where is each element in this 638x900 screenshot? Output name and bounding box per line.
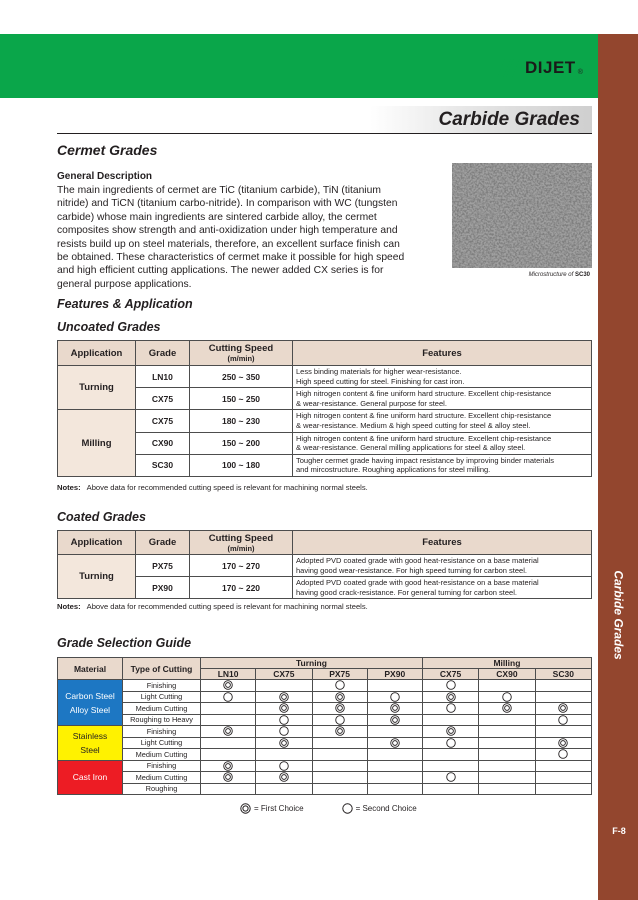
second-choice-mark	[422, 737, 478, 749]
legend	[240, 803, 455, 814]
col-speed: Cutting Speed (m/min)	[190, 341, 293, 366]
empty-mark	[367, 749, 422, 761]
table-row	[58, 772, 592, 784]
col-grade: PX90	[367, 669, 422, 680]
second-choice-mark	[422, 680, 478, 692]
speed-cell: 180 ~ 230	[190, 410, 293, 432]
cutting-type-cell: Medium Cutting	[123, 772, 201, 784]
uncoated-heading: Uncoated Grades	[57, 320, 161, 334]
empty-mark	[535, 691, 591, 703]
table-row	[58, 366, 592, 388]
empty-mark	[479, 760, 535, 772]
first-choice-mark	[367, 714, 422, 726]
table-row	[58, 432, 592, 454]
page-title-box	[370, 106, 592, 134]
speed-cell: 250 ~ 350	[190, 366, 293, 388]
table-row	[58, 691, 592, 703]
empty-mark	[479, 783, 535, 795]
logo-text: DIJET	[525, 58, 576, 77]
second-choice-icon	[342, 803, 353, 814]
features-cell: Adopted PVD coated grade with good heat-resistance on a base material having good crack-resistance. For general turning for carbon steel.	[293, 577, 592, 599]
application-cell: Turning	[58, 366, 136, 410]
first-choice-mark	[422, 726, 478, 738]
application-cell: Milling	[58, 410, 136, 477]
second-choice-mark	[367, 691, 422, 703]
microstructure-image	[452, 163, 592, 268]
legend-first: = First Choice	[254, 804, 304, 813]
coated-heading: Coated Grades	[57, 510, 146, 524]
general-description-heading: General Description	[57, 171, 153, 182]
table-row	[58, 454, 592, 476]
features-cell: High nitrogen content & fine uniform hard structure. Excellent chip-resistance & wear-resistance. General milling applications for steel & alloy steel.	[293, 432, 592, 454]
empty-mark	[312, 749, 367, 761]
empty-mark	[479, 772, 535, 784]
cutting-type-cell: Medium Cutting	[123, 703, 201, 715]
grade-cell: CX75	[136, 388, 190, 410]
cutting-type-cell: Roughing to Heavy	[123, 714, 201, 726]
empty-mark	[312, 760, 367, 772]
empty-mark	[201, 783, 256, 795]
features-cell: High nitrogen content & fine uniform hard structure. Excellent chip-resistance & wear-resistance. General purpose for steel.	[293, 388, 592, 410]
application-cell: Turning	[58, 555, 136, 599]
side-label: Carbide Grades	[612, 570, 626, 660]
empty-mark	[256, 749, 312, 761]
table-row	[58, 714, 592, 726]
empty-mark	[479, 680, 535, 692]
cutting-type-cell: Light Cutting	[123, 737, 201, 749]
first-choice-mark	[201, 772, 256, 784]
first-choice-mark	[201, 760, 256, 772]
table-row	[58, 783, 592, 795]
empty-mark	[201, 703, 256, 715]
empty-mark	[479, 726, 535, 738]
speed-cell: 170 ~ 270	[190, 555, 293, 577]
title-rule	[57, 133, 592, 134]
empty-mark	[535, 680, 591, 692]
second-choice-mark	[312, 714, 367, 726]
coated-table	[57, 530, 592, 599]
features-cell: Less binding materials for higher wear-resistance. High speed cutting for steel. Finishing for cast iron.	[293, 366, 592, 388]
empty-mark	[479, 749, 535, 761]
coated-notes: Notes: Above data for recommended cutting speed is relevant for machining normal steels.	[57, 602, 368, 611]
uncoated-notes: Notes: Above data for recommended cutting speed is relevant for machining normal steels.	[57, 483, 368, 492]
first-choice-mark	[312, 691, 367, 703]
empty-mark	[367, 726, 422, 738]
empty-mark	[256, 783, 312, 795]
table-row	[58, 760, 592, 772]
speed-cell: 170 ~ 220	[190, 577, 293, 599]
empty-mark	[422, 783, 478, 795]
second-choice-mark	[422, 772, 478, 784]
col-application: Application	[58, 531, 136, 555]
grade-cell: LN10	[136, 366, 190, 388]
first-choice-mark	[312, 726, 367, 738]
table-row	[58, 680, 592, 692]
table-row	[58, 577, 592, 599]
second-choice-mark	[422, 703, 478, 715]
grade-cell: PX90	[136, 577, 190, 599]
table-row	[58, 388, 592, 410]
empty-mark	[256, 680, 312, 692]
second-choice-mark	[256, 726, 312, 738]
logo-mark-icon	[497, 58, 523, 78]
logo-reg: ®	[577, 68, 583, 76]
empty-mark	[479, 737, 535, 749]
features-cell: Tougher cermet grade having impact resistance by improving binder materials and mircostructure. Roughing applications for steel milling.	[293, 454, 592, 476]
col-grade: CX75	[422, 669, 478, 680]
empty-mark	[367, 783, 422, 795]
second-choice-mark	[535, 714, 591, 726]
cutting-type-cell: Roughing	[123, 783, 201, 795]
cermet-description: The main ingredients of cermet are TiC (titanium carbide), TiN (titanium nitride) and TiCN (titanium carbo-nitride). In comparison with WC (tungsten carbide) whose main ingredients are sintered carbide alloy, the cermet composites show strength and anti-oxidization under high temperature and resists build up on steel materials, therefore, an excellent surface finish can be obtained. These characteristics of cermet make it possible for high speed and high efficient cutting applications. The newer added CX series is for general purpose applications.	[57, 185, 405, 290]
cutting-type-cell: Finishing	[123, 680, 201, 692]
features-heading: Features & Application	[57, 297, 193, 311]
first-choice-mark	[312, 703, 367, 715]
speed-cell: 100 ~ 180	[190, 454, 293, 476]
empty-mark	[312, 772, 367, 784]
col-features: Features	[293, 531, 592, 555]
empty-mark	[367, 680, 422, 692]
grade-cell: SC30	[136, 454, 190, 476]
first-choice-mark	[201, 680, 256, 692]
first-choice-mark	[535, 737, 591, 749]
first-choice-mark	[422, 691, 478, 703]
selection-heading: Grade Selection Guide	[57, 636, 192, 650]
selection-table	[57, 657, 592, 795]
table-row	[58, 737, 592, 749]
first-choice-mark	[256, 737, 312, 749]
material-cell: Cast Iron	[58, 760, 123, 795]
col-grade: PX75	[312, 669, 367, 680]
empty-mark	[312, 783, 367, 795]
second-choice-mark	[201, 691, 256, 703]
second-choice-mark	[535, 749, 591, 761]
first-choice-mark	[479, 703, 535, 715]
uncoated-table	[57, 340, 592, 477]
first-choice-mark	[256, 772, 312, 784]
col-grade: LN10	[201, 669, 256, 680]
cutting-type-cell: Light Cutting	[123, 691, 201, 703]
first-choice-mark	[256, 691, 312, 703]
first-choice-mark	[367, 703, 422, 715]
empty-mark	[201, 749, 256, 761]
table-row	[58, 555, 592, 577]
microstructure-caption: Microstructure of SC30	[528, 272, 590, 278]
cutting-type-cell: Finishing	[123, 726, 201, 738]
empty-mark	[422, 760, 478, 772]
col-grade: CX90	[479, 669, 535, 680]
col-grade: CX75	[256, 669, 312, 680]
empty-mark	[535, 726, 591, 738]
material-cell: Carbon Steel Alloy Steel	[58, 680, 123, 726]
cutting-type-cell: Medium Cutting	[123, 749, 201, 761]
empty-mark	[535, 783, 591, 795]
second-choice-mark	[256, 760, 312, 772]
speed-cell: 150 ~ 200	[190, 432, 293, 454]
col-grade: Grade	[136, 531, 190, 555]
legend-second: = Second Choice	[355, 804, 417, 813]
empty-mark	[312, 737, 367, 749]
empty-mark	[367, 760, 422, 772]
second-choice-mark	[256, 714, 312, 726]
col-material: Material	[58, 658, 123, 680]
material-cell: Stainless Steel	[58, 726, 123, 761]
grade-cell: CX90	[136, 432, 190, 454]
empty-mark	[535, 760, 591, 772]
col-application: Application	[58, 341, 136, 366]
table-row	[58, 703, 592, 715]
empty-mark	[535, 772, 591, 784]
table-row	[58, 749, 592, 761]
table-row	[58, 410, 592, 432]
table-row	[58, 726, 592, 738]
second-choice-mark	[479, 691, 535, 703]
first-choice-icon	[240, 803, 251, 814]
empty-mark	[201, 714, 256, 726]
features-cell: High nitrogen content & fine uniform hard structure. Excellent chip-resistance & wear-resistance. Medium & high speed cutting for steel & alloy steel.	[293, 410, 592, 432]
empty-mark	[201, 737, 256, 749]
second-choice-mark	[312, 680, 367, 692]
cutting-type-cell: Finishing	[123, 760, 201, 772]
empty-mark	[422, 749, 478, 761]
empty-mark	[367, 772, 422, 784]
col-grade: Grade	[136, 341, 190, 366]
col-turning: Turning	[201, 658, 423, 669]
col-type: Type of Cutting	[123, 658, 201, 680]
empty-mark	[422, 714, 478, 726]
page-title: Carbide Grades	[438, 109, 580, 130]
col-grade: SC30	[535, 669, 591, 680]
first-choice-mark	[367, 737, 422, 749]
col-speed: Cutting Speed (m/min)	[190, 531, 293, 555]
page-number: F-8	[612, 826, 626, 836]
dijet-logo	[497, 58, 583, 78]
features-cell: Adopted PVD coated grade with good heat-resistance on a base material having good wear-resistance. For high speed turning for carbon steel.	[293, 555, 592, 577]
col-milling: Milling	[422, 658, 591, 669]
cermet-heading: Cermet Grades	[57, 142, 158, 158]
speed-cell: 150 ~ 250	[190, 388, 293, 410]
first-choice-mark	[256, 703, 312, 715]
first-choice-mark	[201, 726, 256, 738]
col-features: Features	[293, 341, 592, 366]
grade-cell: CX75	[136, 410, 190, 432]
empty-mark	[479, 714, 535, 726]
side-band	[598, 34, 638, 900]
grade-cell: PX75	[136, 555, 190, 577]
first-choice-mark	[535, 703, 591, 715]
